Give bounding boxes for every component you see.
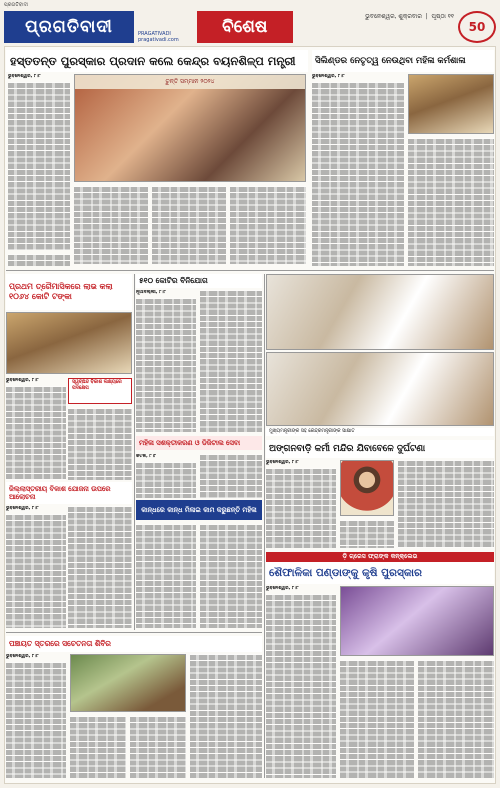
lead-text-block-1: [8, 82, 70, 250]
masthead-top-strip: [4, 2, 496, 9]
column-divider: [264, 274, 265, 778]
center-meet-byline: ନୂଆଦିଲ୍ଲୀ, ୮।୮: [136, 290, 166, 295]
shefali-byline-wrap: [266, 586, 336, 594]
divider-bottom-left: [6, 632, 262, 633]
loan-byline: ଭୁବନେଶ୍ୱର, ୮।୮: [6, 378, 39, 383]
quote-box-text: କାନ୍ଧରେ କାନ୍ଧ ମିଳାଇ କାମ କରୁଛନ୍ତି ମହିଳା: [141, 506, 257, 514]
center-meet-text-1: [136, 298, 196, 432]
small-left-text-1: [6, 514, 66, 628]
small-left-headline[interactable]: [6, 482, 132, 504]
small-left-byline: ଭୁବନେଶ୍ୱର, ୮।୮: [6, 506, 39, 511]
bottom-text-2: [190, 654, 262, 778]
page-number: ପୃଷ୍ଠା ୧୧: [431, 13, 454, 20]
bottom-text-1: [6, 662, 66, 778]
loan-photo[interactable]: [6, 312, 132, 374]
shefali-text-3: [418, 660, 494, 778]
lead-text-block-2: [74, 186, 148, 264]
lead-photo-banner: [75, 75, 305, 89]
small-left-byline-wrap: [6, 506, 66, 514]
women-workers-headline[interactable]: [312, 50, 494, 72]
lead-headline-text: ହସ୍ତତନ୍ତ ପୁରସ୍କାର ପ୍ରଦାନ କଲେ କେନ୍ଦ୍ର ବୟନଶିଳ୍ପ ମନ୍ତ୍ରୀ: [10, 53, 296, 68]
anniversary-badge: [458, 11, 496, 43]
masthead: [4, 2, 496, 46]
anganwadi-text-3: [398, 460, 494, 548]
quote-box: [136, 500, 262, 520]
shefali-headline[interactable]: [266, 562, 494, 584]
anganwadi-byline: ଭୁବନେଶ୍ୱର, ୮।୮: [266, 460, 299, 465]
lead-photo[interactable]: [74, 74, 306, 182]
bottom-photo[interactable]: [70, 654, 186, 712]
loan-text-2: [68, 408, 132, 480]
newspaper-logo[interactable]: [4, 11, 134, 43]
anganwadi-byline-wrap: [266, 460, 336, 468]
masthead-top-text: ପ୍ରଗତିବାଦୀ: [4, 2, 29, 8]
lead-byline: ଭୁବନେଶ୍ୱର, ୮।୮: [8, 74, 41, 79]
mid-strip-text-1: [136, 462, 196, 498]
women-workers-photo[interactable]: [408, 74, 494, 134]
loan-callout: [68, 378, 132, 404]
center-meet-headline-text: ୫୧୦ କୋଟିର ବିନିଯୋଗ: [139, 276, 208, 285]
mid-strip-byline: କଟକ, ୮।୮: [136, 454, 157, 459]
bottom-headline[interactable]: [6, 636, 262, 652]
center-meet-byline-wrap: [136, 290, 196, 298]
section-title-text: ବିଶେଷ: [222, 17, 268, 37]
mid-strip-headline[interactable]: [136, 436, 262, 450]
section-title: [197, 11, 293, 43]
divider-top: [6, 270, 494, 271]
small-left-text-2: [68, 506, 132, 628]
loan-text-1: [6, 386, 66, 480]
loan-callout-text: ସ୍ୱଚ୍ଛନ୍ଦ ବିକାଶ ଲକ୍ଷ୍ୟରେ ପଦକ୍ଷେପ: [72, 380, 122, 391]
mid-text-3: [136, 524, 196, 628]
lead-text-block-3: [152, 186, 226, 264]
women-workers-headline-text: ସିଲିଣ୍ଡର ନେତୃତ୍ୱ ନେଉଥିବା ମହିଳା କର୍ମଶାଳା: [315, 56, 466, 66]
column-divider-2: [134, 274, 135, 630]
loan-headline-text: ପ୍ରଥମ ତ୍ରୈମାସିକରେ ଲାଭ କଲା ୧୦୬୪ କୋଟି ଟଙ୍କା: [9, 282, 113, 301]
women-workers-text-1: [312, 82, 404, 266]
bottom-headline-text: ପଞ୍ଚାୟତ ସ୍ତରରେ ସଚେତନତା ଶିବିର: [9, 639, 111, 648]
anganwadi-text-1: [266, 468, 336, 548]
shefali-kicker-text: ଡ଼ି ଗ୍ରେସ ଫ୍ରାଙ୍କ କନ୍‌କ୍ଲେଭ: [342, 553, 418, 560]
logo-subtitle: PRAGATIVADI: [138, 31, 171, 37]
date-text: ଭୁବନେଶ୍ୱର, ଶୁକ୍ରବାର: [365, 13, 422, 20]
mid-strip-headline-text: ମହିଳା ସଶକ୍ତୀକରଣ ଓ ଡିଜିଟାଲ ସେବା: [139, 438, 241, 447]
lead-headline[interactable]: [6, 50, 308, 72]
shefali-text-2: [340, 660, 414, 778]
loan-byline-wrap: [6, 378, 66, 386]
women-workers-byline-wrap: [312, 74, 404, 82]
anniversary-number: 50: [468, 20, 486, 34]
anganwadi-headline-text: ଅଙ୍ଗନବାଡ଼ି କର୍ମୀ ମନ୍ଦିର ଯିବାବେଳେ ଦୁର୍ଘଟଣା: [269, 444, 426, 454]
anganwadi-portrait[interactable]: [340, 460, 394, 516]
mid-strip-text-2: [200, 454, 262, 498]
logo-meta: [134, 31, 179, 43]
bottom-byline-wrap: [6, 654, 66, 662]
date-line: ଭୁବନେଶ୍ୱର, ଶୁକ୍ରବାର | ପୃଷ୍ଠା ୧୧: [365, 13, 454, 20]
masthead-logo-row: [4, 9, 496, 43]
lead-text-block-4: [230, 186, 306, 264]
shefali-kicker: [266, 552, 494, 562]
center-meet-headline[interactable]: [136, 274, 262, 288]
bottom-byline: ଭୁବନେଶ୍ୱର, ୮।୮: [6, 654, 39, 659]
meeting-photo-caption-text: ମୁଖ୍ୟମନ୍ତ୍ରୀଙ୍କ ସହ କେନ୍ଦ୍ରମନ୍ତ୍ରୀଙ୍କ ସାକ୍ଷାତ: [269, 429, 355, 434]
shefali-photo[interactable]: [340, 586, 494, 656]
women-workers-byline: ଭୁବନେଶ୍ୱର, ୮।୮: [312, 74, 345, 79]
lead-photo-banner-text: ଚୁନ୍ତି ସମ୍ମାନ ୨୦୨୪: [165, 78, 215, 85]
anganwadi-headline[interactable]: [266, 440, 494, 458]
meeting-photo[interactable]: [266, 274, 494, 350]
small-left-headline-text: ଜିଲ୍ଲାସ୍ତରୀୟ ବିକାଶ ଯୋଜନା ଉପରେ ଆଲୋଚନା: [9, 485, 111, 501]
meeting-photo-2[interactable]: [266, 352, 494, 426]
mid-text-4: [200, 524, 262, 628]
logo-text: ପ୍ରଗତିବାଦୀ: [25, 17, 113, 37]
mid-strip-byline-wrap: [136, 454, 196, 462]
shefali-text-1: [266, 594, 336, 778]
loan-headline[interactable]: [6, 274, 132, 310]
lead-text-block-5: [8, 254, 70, 266]
bottom-text-3: [70, 716, 126, 778]
shefali-headline-text: ଶୈଫାଳିକା ପଣ୍ଡାଙ୍କୁ କୃଷି ପୁରସ୍କାର: [269, 566, 422, 579]
center-meet-text-2: [200, 290, 262, 432]
women-workers-text-2: [408, 138, 494, 266]
anganwadi-text-2: [340, 520, 394, 548]
shefali-byline: ଭୁବନେଶ୍ୱର, ୮।୮: [266, 586, 299, 591]
meeting-photo-caption: [266, 428, 494, 436]
website-text: pragativadi.com: [138, 37, 179, 43]
bottom-text-4: [130, 716, 186, 778]
